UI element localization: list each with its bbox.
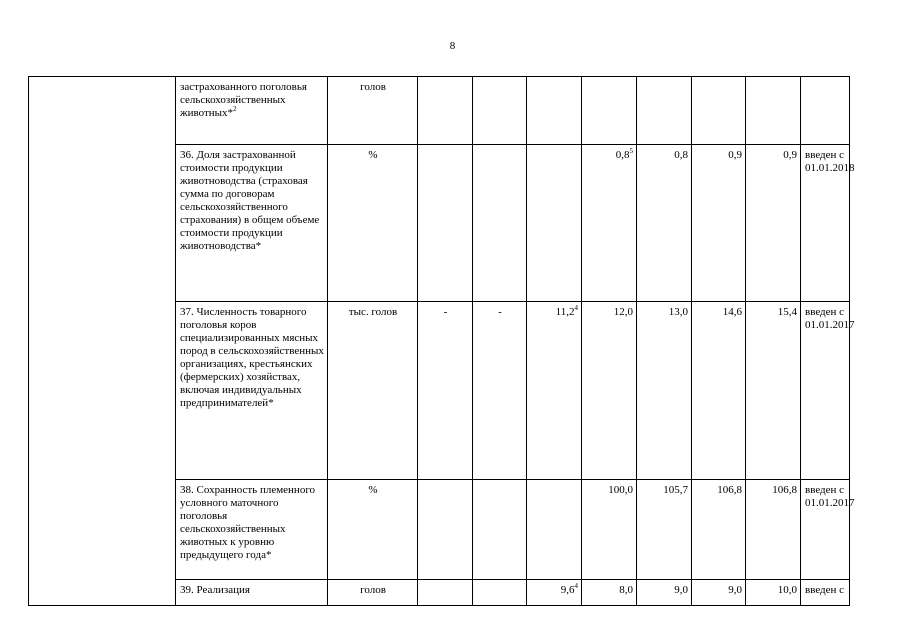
value-cell: 8,0 (582, 580, 637, 606)
value-cell (746, 77, 801, 145)
value-cell: 9,0 (637, 580, 692, 606)
value-cell: 15,4 (746, 302, 801, 480)
unit-cell: % (328, 145, 418, 302)
note-cell (801, 77, 850, 145)
value-cell (418, 580, 473, 606)
value-cell: $9,6^4$ (527, 580, 582, 606)
value-cell: 9,0 (692, 580, 746, 606)
footnote-marker: 2 (233, 105, 237, 113)
value-cell (527, 480, 582, 580)
blank-cell (29, 77, 176, 606)
indicator-name-cell (176, 145, 328, 302)
value-cell (527, 145, 582, 302)
unit-cell: % (328, 480, 418, 580)
indicator-name: застрахованного поголовья сельскохозяйственных животных* (180, 81, 307, 119)
indicator-name-cell (176, 77, 328, 145)
value-cell: 0,9 (692, 145, 746, 302)
value-cell: 106,8 (692, 480, 746, 580)
value-cell: 106,8 (746, 480, 801, 580)
value-cell: 13,0 (637, 302, 692, 480)
unit-cell: голов (328, 77, 418, 145)
note-cell: введен с 01.01.2018 (801, 145, 850, 302)
value-cell: 14,6 (692, 302, 746, 480)
value-cell: 105,7 (637, 480, 692, 580)
value-cell: 0,8 (637, 145, 692, 302)
value-cell (418, 145, 473, 302)
value-cell (418, 480, 473, 580)
indicator-name: 37. Численность товарного поголовья коров специализированных мясных пород в сельскохозяйственных организациях, крестьянских (фермерских) хозяйствах, включая индивидуальных предпринимателей* (180, 306, 324, 409)
note-cell: введен с 01.01.2017 (801, 480, 850, 580)
indicator-name-cell (176, 480, 328, 580)
indicator-name: 38. Сохранность племенного условного маточного поголовья сельскохозяйственных животных к уровню предыдущего года* (180, 484, 316, 561)
indicator-name: 39. Реализация (180, 584, 250, 596)
value-cell (418, 77, 473, 145)
table-row (29, 77, 850, 145)
value-cell: $0,8^5$ (582, 145, 637, 302)
unit-cell: тыс. голов (328, 302, 418, 480)
value-cell (637, 77, 692, 145)
page-number: 8 (449, 40, 456, 52)
value-cell: 0,9 (746, 145, 801, 302)
value-cell: 100,0 (582, 480, 637, 580)
value-cell (473, 480, 527, 580)
value-cell (582, 77, 637, 145)
indicator-name: 36. Доля застрахованной стоимости продукции животноводства (страховая сумма по договорам сельскохозяйственного страхования) в общем объеме стоимости продукции животноводства* (180, 149, 320, 252)
value-cell: 10,0 (746, 580, 801, 606)
unit-cell: голов (328, 580, 418, 606)
value-cell (692, 77, 746, 145)
value-cell: - (418, 302, 473, 480)
value-cell: 12,0 (582, 302, 637, 480)
value-cell (473, 77, 527, 145)
indicators-table (28, 76, 855, 606)
indicator-name-cell (176, 302, 328, 480)
value-cell: 11,2$^4$ (527, 302, 582, 480)
value-cell (527, 77, 582, 145)
note-cell: введен с (801, 580, 850, 606)
value-cell (473, 580, 527, 606)
note-cell: введен с 01.01.2017 (801, 302, 850, 480)
indicator-name-cell (176, 580, 328, 606)
value-cell (473, 145, 527, 302)
value-cell: - (473, 302, 527, 480)
